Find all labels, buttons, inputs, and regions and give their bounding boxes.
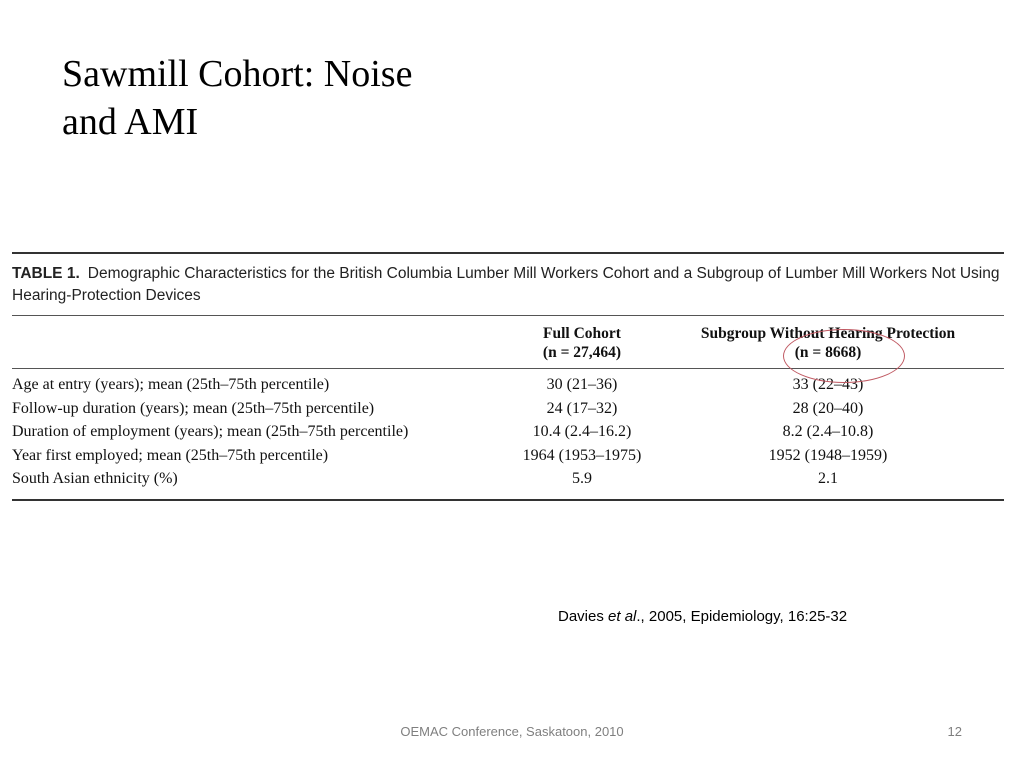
citation-authors: Davies bbox=[558, 608, 609, 625]
subgroup-value: 2.1 bbox=[818, 470, 838, 487]
row-label: South Asian ethnicity (%) bbox=[12, 470, 178, 487]
subgroup-value: 33 (22–43) bbox=[792, 376, 864, 393]
table-row bbox=[12, 420, 1004, 444]
header-full-cohort-title: Full Cohort bbox=[543, 325, 621, 342]
subgroup-value: 1952 (1948–1959) bbox=[768, 446, 888, 464]
slide-title-line-1: Sawmill Cohort: Noise bbox=[62, 53, 413, 95]
table-row bbox=[12, 444, 1004, 468]
header-subgroup-title: Subgroup Without Hearing Protection bbox=[700, 325, 956, 342]
header-full-cohort-n: (n = 27,464) bbox=[542, 344, 622, 361]
table-caption-text: Demographic Characteristics for the British Columbia Lumber Mill Workers Cohort and a Subgroup of Lumber Mill Workers Not Using Hearing-Protection Devices bbox=[12, 265, 1000, 304]
header-full-cohort bbox=[512, 316, 652, 369]
circled-annotation bbox=[795, 343, 862, 362]
subgroup-value: 28 (20–40) bbox=[792, 399, 864, 417]
header-subgroup-n-wrap bbox=[652, 343, 1004, 362]
row-label: Year first employed; mean (25th–75th percentile) bbox=[12, 446, 329, 464]
table-header-row bbox=[12, 316, 1004, 369]
full-cohort-value: 1964 (1953–1975) bbox=[522, 446, 642, 464]
table-bottom-rule bbox=[12, 499, 1004, 501]
citation-rest: ., 2005, Epidemiology, 16:25-32 bbox=[636, 608, 848, 625]
slide-title-line-2: and AMI bbox=[62, 101, 199, 143]
footer-page-number: 12 bbox=[947, 724, 962, 739]
demographics-table bbox=[12, 316, 1004, 499]
table-caption-label: TABLE 1. bbox=[12, 265, 80, 282]
header-subgroup-n: (n = 8668) bbox=[794, 344, 862, 361]
table-row bbox=[12, 467, 1004, 499]
slide-title bbox=[62, 50, 522, 146]
subgroup-value: 8.2 (2.4–10.8) bbox=[782, 423, 874, 440]
table-caption bbox=[12, 254, 1004, 315]
table-figure bbox=[12, 252, 1004, 501]
row-label: Follow-up duration (years); mean (25th–75th percentile) bbox=[12, 399, 375, 417]
full-cohort-value: 24 (17–32) bbox=[546, 399, 618, 417]
footer-conference: OEMAC Conference, Saskatoon, 2010 bbox=[400, 724, 624, 739]
full-cohort-value: 5.9 bbox=[572, 470, 592, 487]
row-label: Duration of employment (years); mean (25th–75th percentile) bbox=[12, 423, 409, 440]
full-cohort-value: 10.4 (2.4–16.2) bbox=[532, 423, 632, 440]
citation-et-al: et al bbox=[608, 608, 637, 625]
row-label: Age at entry (years); mean (25th–75th percentile) bbox=[12, 376, 330, 393]
full-cohort-value: 30 (21–36) bbox=[546, 376, 618, 393]
table-row bbox=[12, 369, 1004, 397]
header-subgroup bbox=[652, 316, 1004, 369]
table-row bbox=[12, 397, 1004, 421]
citation bbox=[558, 608, 847, 625]
table-body bbox=[12, 369, 1004, 499]
header-label-column bbox=[12, 316, 512, 369]
